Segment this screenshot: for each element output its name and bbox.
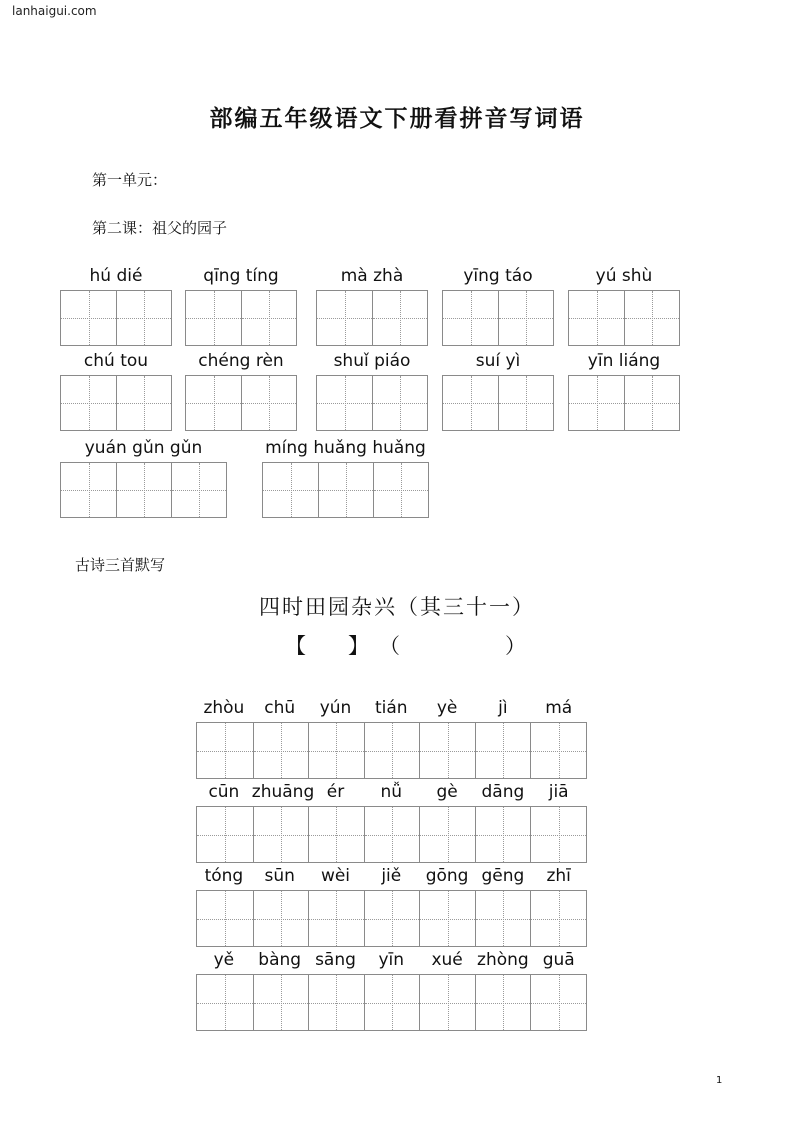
word-pinyin: míng huǎng huǎng xyxy=(265,438,426,458)
word-item xyxy=(60,263,172,346)
unit-heading: 第一单元： xyxy=(92,171,168,189)
word-pinyin: yuán gǔn gǔn xyxy=(84,438,203,458)
writing-cell[interactable] xyxy=(61,291,116,345)
syllable-pinyin: zhòng xyxy=(477,950,529,970)
writing-cell[interactable] xyxy=(364,723,420,778)
writing-cell[interactable] xyxy=(186,376,241,430)
writing-cell[interactable] xyxy=(364,807,420,862)
writing-cell[interactable] xyxy=(116,291,171,345)
syllable-pinyin: guā xyxy=(542,950,575,970)
writing-boxes xyxy=(316,290,428,346)
syllable-pinyin: zhī xyxy=(546,866,571,886)
writing-cell[interactable] xyxy=(364,975,420,1030)
syllable-pinyin: yè xyxy=(436,698,458,718)
writing-boxes xyxy=(568,290,680,346)
writing-boxes xyxy=(60,375,172,431)
syllable-pinyin: wèi xyxy=(320,866,351,886)
word-item xyxy=(316,348,428,431)
syllable-pinyin: yīn xyxy=(378,950,405,970)
writing-boxes xyxy=(568,375,680,431)
writing-cell[interactable] xyxy=(197,723,253,778)
writing-cell[interactable] xyxy=(419,891,475,946)
writing-cell[interactable] xyxy=(186,291,241,345)
syllable-pinyin: yún xyxy=(319,698,352,718)
word-item xyxy=(442,348,554,431)
writing-cell[interactable] xyxy=(308,723,364,778)
dynasty-blank: 【 】 xyxy=(285,634,369,658)
syllable-pinyin: dāng xyxy=(481,782,525,802)
writing-cell[interactable] xyxy=(61,376,116,430)
syllable-pinyin: jiě xyxy=(381,866,402,886)
writing-boxes xyxy=(185,375,297,431)
writing-cell[interactable] xyxy=(498,291,553,345)
writing-cell[interactable] xyxy=(498,376,553,430)
word-pinyin: chú tou xyxy=(83,351,149,371)
word-pinyin: yīng táo xyxy=(463,266,533,286)
author-blank: （ ） xyxy=(379,634,526,658)
page-title: 部编五年级语文下册看拼音写词语 xyxy=(209,105,585,132)
writing-cell[interactable] xyxy=(197,975,253,1030)
writing-cell[interactable] xyxy=(317,376,372,430)
word-item xyxy=(262,435,429,518)
poem-pinyin-row xyxy=(196,779,587,806)
writing-cell[interactable] xyxy=(443,376,498,430)
word-item xyxy=(568,348,680,431)
writing-cell[interactable] xyxy=(253,891,309,946)
writing-boxes xyxy=(316,375,428,431)
syllable-pinyin: jiā xyxy=(548,782,569,802)
syllable-pinyin: gè xyxy=(436,782,458,802)
syllable-pinyin: xué xyxy=(431,950,463,970)
writing-cell[interactable] xyxy=(475,807,531,862)
writing-cell[interactable] xyxy=(475,891,531,946)
writing-boxes xyxy=(185,290,297,346)
word-item xyxy=(316,263,428,346)
writing-cell[interactable] xyxy=(419,723,475,778)
word-pinyin: shuǐ piáo xyxy=(333,351,411,371)
writing-cell[interactable] xyxy=(419,807,475,862)
writing-cell[interactable] xyxy=(530,807,586,862)
writing-cell[interactable] xyxy=(373,463,428,517)
syllable-pinyin: gēng xyxy=(481,866,525,886)
writing-cell[interactable] xyxy=(116,463,171,517)
poem-title: 四时田园杂兴（其三十一） xyxy=(259,595,535,619)
writing-cell[interactable] xyxy=(530,891,586,946)
poem-line xyxy=(196,863,587,947)
word-pinyin: yīn liáng xyxy=(587,351,661,371)
lesson-heading: 第二课：祖父的园子 xyxy=(92,219,228,237)
writing-cell[interactable] xyxy=(171,463,226,517)
writing-cell[interactable] xyxy=(443,291,498,345)
syllable-pinyin: má xyxy=(545,698,573,718)
writing-boxes xyxy=(262,462,429,518)
syllable-pinyin: nǚ xyxy=(380,782,403,802)
word-pinyin: mà zhà xyxy=(340,266,404,286)
writing-cell[interactable] xyxy=(569,376,624,430)
writing-cell[interactable] xyxy=(530,723,586,778)
syllable-pinyin: zhuāng xyxy=(251,782,315,802)
word-pinyin: yú shù xyxy=(595,266,653,286)
writing-cell[interactable] xyxy=(475,975,531,1030)
syllable-pinyin: cūn xyxy=(208,782,240,802)
writing-cell[interactable] xyxy=(372,291,427,345)
site-watermark: lanhaigui.com xyxy=(12,4,97,18)
poem-line xyxy=(196,947,587,1031)
word-item xyxy=(60,348,172,431)
syllable-pinyin: yě xyxy=(213,950,235,970)
syllable-pinyin: sūn xyxy=(264,866,295,886)
writing-cell[interactable] xyxy=(475,723,531,778)
writing-cell[interactable] xyxy=(263,463,318,517)
writing-cell[interactable] xyxy=(308,975,364,1030)
poems-section-label: 古诗三首默写 xyxy=(75,556,166,574)
word-pinyin: hú dié xyxy=(89,266,143,286)
writing-cell[interactable] xyxy=(317,291,372,345)
poem-dictation-grid xyxy=(196,695,587,1031)
syllable-pinyin: gōng xyxy=(425,866,469,886)
writing-cell[interactable] xyxy=(419,975,475,1030)
writing-cell[interactable] xyxy=(372,376,427,430)
syllable-pinyin: jì xyxy=(498,698,508,718)
page-number: 1 xyxy=(716,1075,723,1086)
writing-boxes xyxy=(442,375,554,431)
writing-cell[interactable] xyxy=(624,376,679,430)
poem-line xyxy=(196,695,587,779)
syllable-pinyin: tóng xyxy=(204,866,244,886)
poem-writing-row xyxy=(196,890,587,947)
writing-cell[interactable] xyxy=(318,463,373,517)
writing-cell[interactable] xyxy=(197,891,253,946)
syllable-pinyin: ér xyxy=(326,782,345,802)
word-item xyxy=(185,348,297,431)
poem-pinyin-row xyxy=(196,947,587,974)
word-item xyxy=(568,263,680,346)
word-item xyxy=(442,263,554,346)
writing-cell[interactable] xyxy=(624,291,679,345)
writing-cell[interactable] xyxy=(364,891,420,946)
poem-line xyxy=(196,779,587,863)
syllable-pinyin: bàng xyxy=(258,950,302,970)
syllable-pinyin: chū xyxy=(264,698,296,718)
writing-cell[interactable] xyxy=(253,807,309,862)
writing-cell[interactable] xyxy=(569,291,624,345)
poem-writing-row xyxy=(196,974,587,1031)
writing-cell[interactable] xyxy=(61,463,116,517)
writing-cell[interactable] xyxy=(308,891,364,946)
word-pinyin: suí yì xyxy=(475,351,521,371)
writing-cell[interactable] xyxy=(253,975,309,1030)
writing-cell[interactable] xyxy=(253,723,309,778)
writing-boxes xyxy=(60,290,172,346)
writing-cell[interactable] xyxy=(241,291,296,345)
writing-cell[interactable] xyxy=(116,376,171,430)
writing-boxes xyxy=(442,290,554,346)
syllable-pinyin: sāng xyxy=(315,950,356,970)
word-item xyxy=(60,435,227,518)
poem-pinyin-row xyxy=(196,695,587,722)
syllable-pinyin: tián xyxy=(374,698,408,718)
poem-writing-row xyxy=(196,806,587,863)
poem-writing-row xyxy=(196,722,587,779)
writing-boxes xyxy=(60,462,227,518)
word-pinyin: qīng tíng xyxy=(203,266,279,286)
writing-cell[interactable] xyxy=(530,975,586,1030)
word-pinyin: chéng rèn xyxy=(198,351,284,371)
poem-pinyin-row xyxy=(196,863,587,890)
syllable-pinyin: zhòu xyxy=(203,698,245,718)
writing-cell[interactable] xyxy=(197,807,253,862)
word-item xyxy=(185,263,297,346)
writing-cell[interactable] xyxy=(241,376,296,430)
writing-cell[interactable] xyxy=(308,807,364,862)
